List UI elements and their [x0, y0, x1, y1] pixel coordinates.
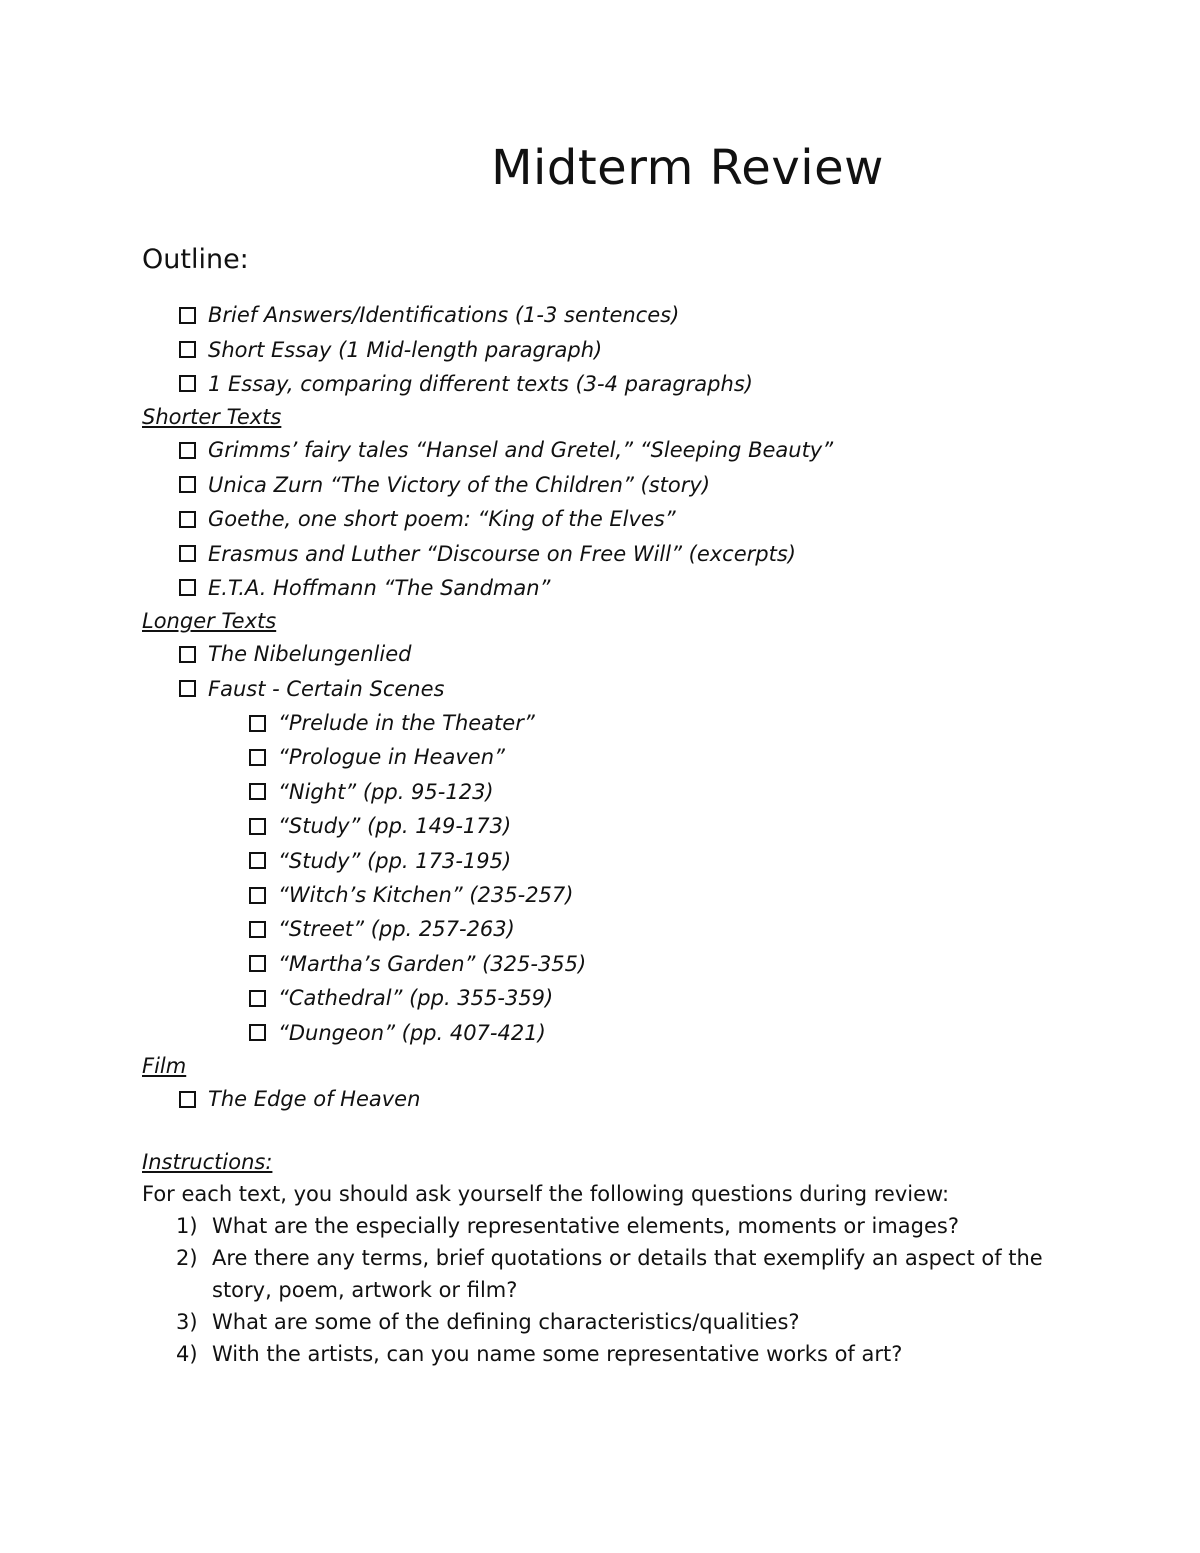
- checkbox-icon[interactable]: [249, 990, 266, 1007]
- checklist-item: [142, 637, 1102, 671]
- spacer: [142, 1116, 1102, 1146]
- item-label: “Study” (pp. 173-195): [278, 848, 512, 873]
- question-number: 2): [176, 1246, 198, 1271]
- checkbox-icon[interactable]: [249, 749, 266, 766]
- section-heading-shorter-texts: Shorter Texts: [142, 405, 282, 430]
- item-label: Short Essay (1 Mid-length paragraph): [208, 337, 603, 362]
- checkbox-icon[interactable]: [179, 476, 196, 493]
- question-text: What are some of the defining characteristics/qualities?: [212, 1310, 800, 1335]
- checkbox-icon[interactable]: [179, 1091, 196, 1108]
- question-item: [142, 1242, 1102, 1306]
- checkbox-icon[interactable]: [179, 579, 196, 596]
- checkbox-icon[interactable]: [249, 715, 266, 732]
- checklist-item: [142, 536, 1102, 570]
- item-label: Grimms’ fairy tales “Hansel and Gretel,” “Sleeping Beauty”: [208, 438, 834, 463]
- item-label: “Street” (pp. 257-263): [278, 917, 515, 942]
- item-label: Brief Answers/Identifications (1-3 sentences): [208, 303, 680, 328]
- checkbox-icon[interactable]: [249, 1024, 266, 1041]
- checklist-item: [142, 571, 1102, 605]
- section-heading-film: Film: [142, 1053, 187, 1078]
- instructions-label: Instructions:: [142, 1150, 273, 1175]
- checkbox-icon[interactable]: [179, 646, 196, 663]
- checkbox-icon[interactable]: [179, 511, 196, 528]
- checklist-subitem: [142, 843, 1102, 877]
- outline-heading: Outline:: [142, 244, 249, 275]
- checkbox-icon[interactable]: [249, 852, 266, 869]
- checklist-item: [142, 468, 1102, 502]
- checklist-item: [142, 1082, 1102, 1116]
- item-label: 1 Essay, comparing different texts (3-4 paragraphs): [208, 371, 753, 396]
- checklist-subitem: [142, 912, 1102, 946]
- item-label: E.T.A. Hoffmann “The Sandman”: [208, 575, 551, 600]
- checklist-subitem: [142, 706, 1102, 740]
- checkbox-icon[interactable]: [249, 955, 266, 972]
- checklist-subitem: [142, 740, 1102, 774]
- question-item: [142, 1210, 1102, 1242]
- item-label: Unica Zurn “The Victory of the Children” (story): [208, 472, 711, 497]
- item-label: Erasmus and Luther “Discourse on Free Will” (excerpts): [208, 541, 796, 566]
- item-label: Goethe, one short poem: “King of the Elves”: [208, 507, 676, 532]
- checkbox-icon[interactable]: [179, 680, 196, 697]
- item-label: “Prologue in Heaven”: [278, 745, 505, 770]
- checklist-subitem: [142, 809, 1102, 843]
- checklist-subitem: [142, 981, 1102, 1015]
- checkbox-icon[interactable]: [179, 341, 196, 358]
- checklist-subitem: [142, 775, 1102, 809]
- checkbox-icon[interactable]: [179, 545, 196, 562]
- checkbox-icon[interactable]: [179, 307, 196, 324]
- instructions-intro: For each text, you should ask yourself the following questions during review:: [142, 1182, 950, 1207]
- checkbox-icon[interactable]: [249, 818, 266, 835]
- checklist-subitem: [142, 947, 1102, 981]
- question-number: 1): [176, 1214, 198, 1239]
- question-text: Are there any terms, brief quotations or details that exemplify an aspect of the story, poem, artwork or film?: [212, 1246, 1043, 1303]
- item-label: “Martha’s Garden” (325-355): [278, 951, 587, 976]
- checklist-item: [142, 433, 1102, 467]
- question-item: [142, 1338, 1102, 1370]
- checkbox-icon[interactable]: [249, 921, 266, 938]
- checklist-item: [142, 672, 1102, 706]
- question-number: 4): [176, 1342, 198, 1367]
- checklist-subitem: [142, 1015, 1102, 1049]
- checkbox-icon[interactable]: [249, 887, 266, 904]
- item-label: “Witch’s Kitchen” (235-257): [278, 883, 574, 908]
- question-item: [142, 1306, 1102, 1338]
- item-label: The Edge of Heaven: [208, 1087, 421, 1111]
- item-label: “Cathedral” (pp. 355-359): [278, 986, 554, 1011]
- checkbox-icon[interactable]: [179, 375, 196, 392]
- item-label: “Night” (pp. 95-123): [278, 779, 494, 804]
- question-text: What are the especially representative elements, moments or images?: [212, 1214, 960, 1239]
- checklist-item: [142, 298, 1102, 332]
- item-label: The Nibelungenlied: [208, 642, 412, 667]
- section-heading-longer-texts: Longer Texts: [142, 609, 277, 634]
- checkbox-icon[interactable]: [179, 442, 196, 459]
- item-label: Faust - Certain Scenes: [208, 676, 445, 701]
- checklist-item: [142, 502, 1102, 536]
- question-text: With the artists, can you name some representative works of art?: [212, 1342, 903, 1367]
- item-label: “Dungeon” (pp. 407-421): [278, 1020, 546, 1045]
- item-label: “Study” (pp. 149-173): [278, 814, 512, 839]
- page-title: Midterm Review: [491, 140, 884, 196]
- checkbox-icon[interactable]: [249, 783, 266, 800]
- item-label: “Prelude in the Theater”: [278, 711, 535, 736]
- checklist-item: [142, 367, 1102, 401]
- checklist-item: [142, 332, 1102, 366]
- question-number: 3): [176, 1310, 198, 1335]
- document-body: [142, 298, 1102, 1370]
- checklist-subitem: [142, 878, 1102, 912]
